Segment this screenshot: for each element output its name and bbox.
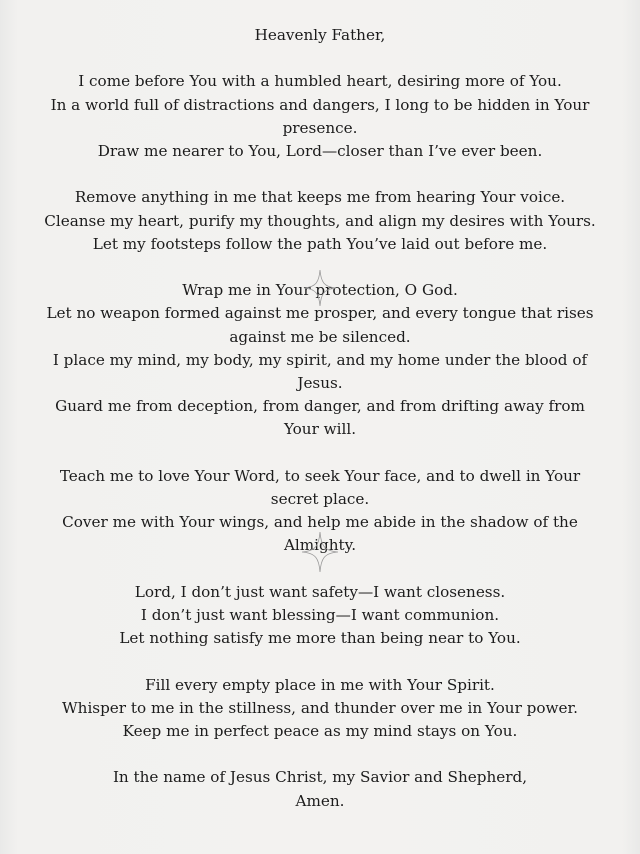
prayer-line: Fill every empty place in me with Your Spirit. [145,675,495,694]
salutation: Heavenly Father, [254,26,386,44]
stanza-4 [40,465,600,558]
stanza-6 [40,674,600,744]
prayer-line: Teach me to love Your Word, to seek Your face, and to dwell in Your secret place. [59,466,581,508]
prayer-line: Keep me in perfect peace as my mind stays on You. [122,722,518,740]
stanza-2 [40,186,600,256]
prayer-line: Cover me with Your wings, and help me abide in the shadow of the Almighty. [62,513,578,555]
prayer-line: Cleanse my heart, purify my thoughts, and align my desires with Yours. [44,211,596,230]
stanza-1 [40,70,600,163]
prayer-line: Guard me from deception, from danger, and from drifting away from Your will. [55,397,585,439]
prayer-line: In the name of Jesus Christ, my Savior and Shepherd, [112,768,528,787]
stanza-5 [40,581,600,651]
prayer-text [40,24,600,813]
prayer-line: Let my footsteps follow the path You’ve laid out before me. [92,234,548,253]
prayer-line: Let no weapon formed against me prosper, and every tongue that rises against me be silenced. [46,304,594,346]
prayer-line: Wrap me in Your protection, O God. [182,281,458,300]
salutation-stanza [40,24,600,47]
prayer-line: Remove anything in me that keeps me from hearing Your voice. [74,188,566,207]
amen: Amen. [295,791,345,810]
prayer-line: I don’t just want blessing—I want communion. [140,606,500,624]
prayer-line: In a world full of distractions and dangers, I long to be hidden in Your presence. [50,95,590,137]
prayer-line: I come before You with a humbled heart, desiring more of You. [78,72,562,91]
prayer-line: Let nothing satisfy me more than being near to You. [119,629,521,648]
prayer-line: I place my mind, my body, my spirit, and my home under the blood of Jesus. [52,350,588,392]
closing-stanza [40,766,600,812]
stanza-3 [40,279,600,441]
prayer-line: Draw me nearer to You, Lord—closer than I’ve ever been. [97,142,543,160]
prayer-line: Whisper to me in the stillness, and thunder over me in Your power. [62,698,578,717]
prayer-line: Lord, I don’t just want safety—I want closeness. [134,582,506,601]
